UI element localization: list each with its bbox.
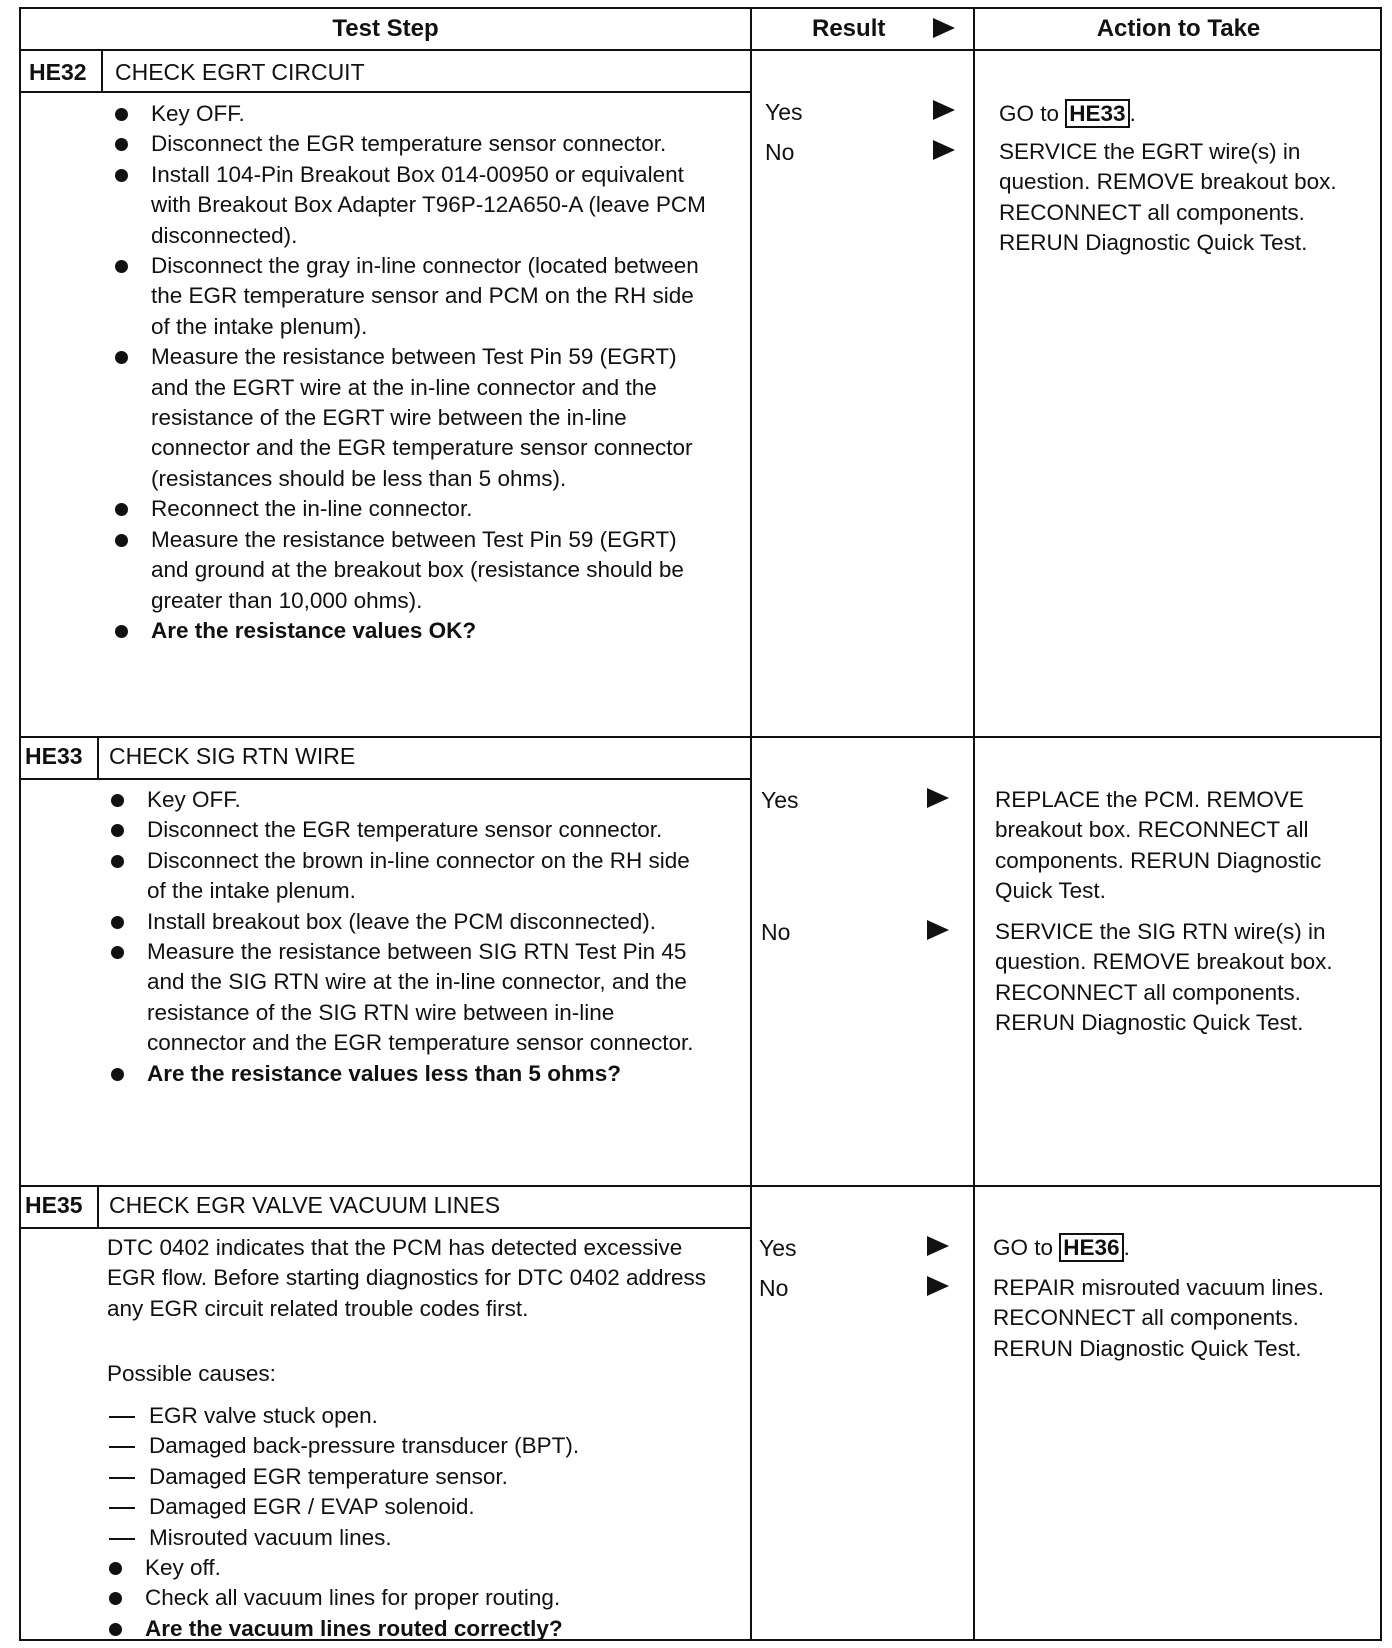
step-code: HE33 xyxy=(25,743,83,769)
code-divider xyxy=(97,1185,99,1227)
title-divider xyxy=(21,778,750,780)
title-divider xyxy=(21,91,750,93)
code-divider xyxy=(97,736,99,778)
causes-label: Possible causes: xyxy=(107,1361,276,1386)
step-title: CHECK SIG RTN WIRE xyxy=(109,743,356,769)
list-item: Damaged EGR temperature sensor. xyxy=(107,1462,727,1492)
list-item-question: Are the resistance values less than 5 ohms? xyxy=(109,1059,709,1089)
section-divider xyxy=(21,736,1380,738)
result-yes: Yes xyxy=(765,99,803,125)
list-item: Measure the resistance between Test Pin 59 (EGRT) and ground at the breakout box (resistance should be greater than 10,000 ohms). xyxy=(113,525,713,616)
list-item: Measure the resistance between Test Pin 59 (EGRT) and the EGRT wire at the in-line connector and the resistance of the EGRT wire between the in-line connector and the EGR temperature sensor connector (resistances should be less than 5 ohms). xyxy=(113,342,713,494)
arrow-icon xyxy=(927,1276,949,1301)
list-item: Install breakout box (leave the PCM disconnected). xyxy=(109,907,709,937)
arrow-icon xyxy=(927,920,949,945)
result-yes: Yes xyxy=(759,1235,797,1261)
column-divider xyxy=(750,9,752,1639)
action-no: REPAIR misrouted vacuum lines. RECONNECT all components. RERUN Diagnostic Quick Test. xyxy=(993,1275,1324,1361)
diagnostic-table xyxy=(19,7,1382,1641)
list-item: Disconnect the gray in-line connector (located between the EGR temperature sensor and PCM on the RH side of the intake plenum). xyxy=(113,251,713,342)
list-item: Damaged EGR / EVAP solenoid. xyxy=(107,1492,727,1522)
step-code: HE32 xyxy=(29,59,87,85)
result-no: No xyxy=(761,919,791,945)
arrow-icon xyxy=(927,788,949,813)
action-yes: GO to HE36 . xyxy=(993,1235,1130,1260)
list-item: Key off. xyxy=(107,1553,727,1583)
arrow-icon xyxy=(927,1236,949,1261)
list-item: Key OFF. xyxy=(109,785,709,815)
list-item: EGR valve stuck open. xyxy=(107,1401,727,1431)
column-divider xyxy=(973,9,975,1639)
section-divider xyxy=(21,1185,1380,1187)
list-item: Disconnect the EGR temperature sensor connector. xyxy=(113,129,713,159)
list-item: Key OFF. xyxy=(113,99,713,129)
code-divider xyxy=(101,49,103,91)
action-no: SERVICE the EGRT wire(s) in question. REMOVE breakout box. RECONNECT all components. RERUN Diagnostic Quick Test. xyxy=(999,139,1337,256)
action-yes: REPLACE the PCM. REMOVE breakout box. RECONNECT all components. RERUN Diagnostic Quick Test. xyxy=(995,787,1322,904)
result-no: No xyxy=(759,1275,789,1301)
step-reference: HE33 xyxy=(1065,99,1129,128)
result-yes: Yes xyxy=(761,787,799,813)
causes-list xyxy=(107,1401,727,1553)
step-code: HE35 xyxy=(25,1192,83,1218)
list-item: Disconnect the EGR temperature sensor connector. xyxy=(109,815,709,845)
header-result: Result xyxy=(812,15,886,42)
arrow-icon xyxy=(933,140,955,165)
header-divider xyxy=(21,49,1380,51)
header-test-step: Test Step xyxy=(332,15,439,42)
step-list xyxy=(109,785,709,1089)
step-list xyxy=(107,1553,727,1644)
step-title: CHECK EGRT CIRCUIT xyxy=(115,59,365,85)
list-item-question: Are the vacuum lines routed correctly? xyxy=(107,1614,727,1644)
title-divider xyxy=(21,1227,750,1229)
action-no: SERVICE the SIG RTN wire(s) in question. REMOVE breakout box. RECONNECT all components. RERUN Diagnostic Quick Test. xyxy=(995,919,1333,1036)
list-item: Misrouted vacuum lines. xyxy=(107,1523,727,1553)
list-item: Measure the resistance between SIG RTN Test Pin 45 and the SIG RTN wire at the in-line connector, and the resistance of the SIG RTN wire between in-line connector and the EGR temperature sensor connector. xyxy=(109,937,709,1059)
action-yes: GO to HE33 . xyxy=(999,101,1136,126)
list-item-question: Are the resistance values OK? xyxy=(113,616,713,646)
list-item: Damaged back-pressure transducer (BPT). xyxy=(107,1431,727,1461)
arrow-icon xyxy=(933,100,955,125)
header-action: Action to Take xyxy=(1096,15,1261,42)
list-item: Disconnect the brown in-line connector on the RH side of the intake plenum. xyxy=(109,846,709,907)
step-reference: HE36 xyxy=(1059,1233,1123,1262)
step-title: CHECK EGR VALVE VACUUM LINES xyxy=(109,1192,501,1218)
intro-paragraph: DTC 0402 indicates that the PCM has detected excessive EGR flow. Before starting diagnostics for DTC 0402 address any EGR circuit related trouble codes first. xyxy=(107,1235,707,1321)
step-list xyxy=(113,99,713,646)
list-item: Install 104-Pin Breakout Box 014-00950 or equivalent with Breakout Box Adapter T96P-12A650-A (leave PCM disconnected). xyxy=(113,160,713,251)
list-item: Check all vacuum lines for proper routing. xyxy=(107,1583,727,1613)
list-item: Reconnect the in-line connector. xyxy=(113,494,713,524)
header-arrow-icon xyxy=(933,18,955,43)
result-no: No xyxy=(765,139,795,165)
